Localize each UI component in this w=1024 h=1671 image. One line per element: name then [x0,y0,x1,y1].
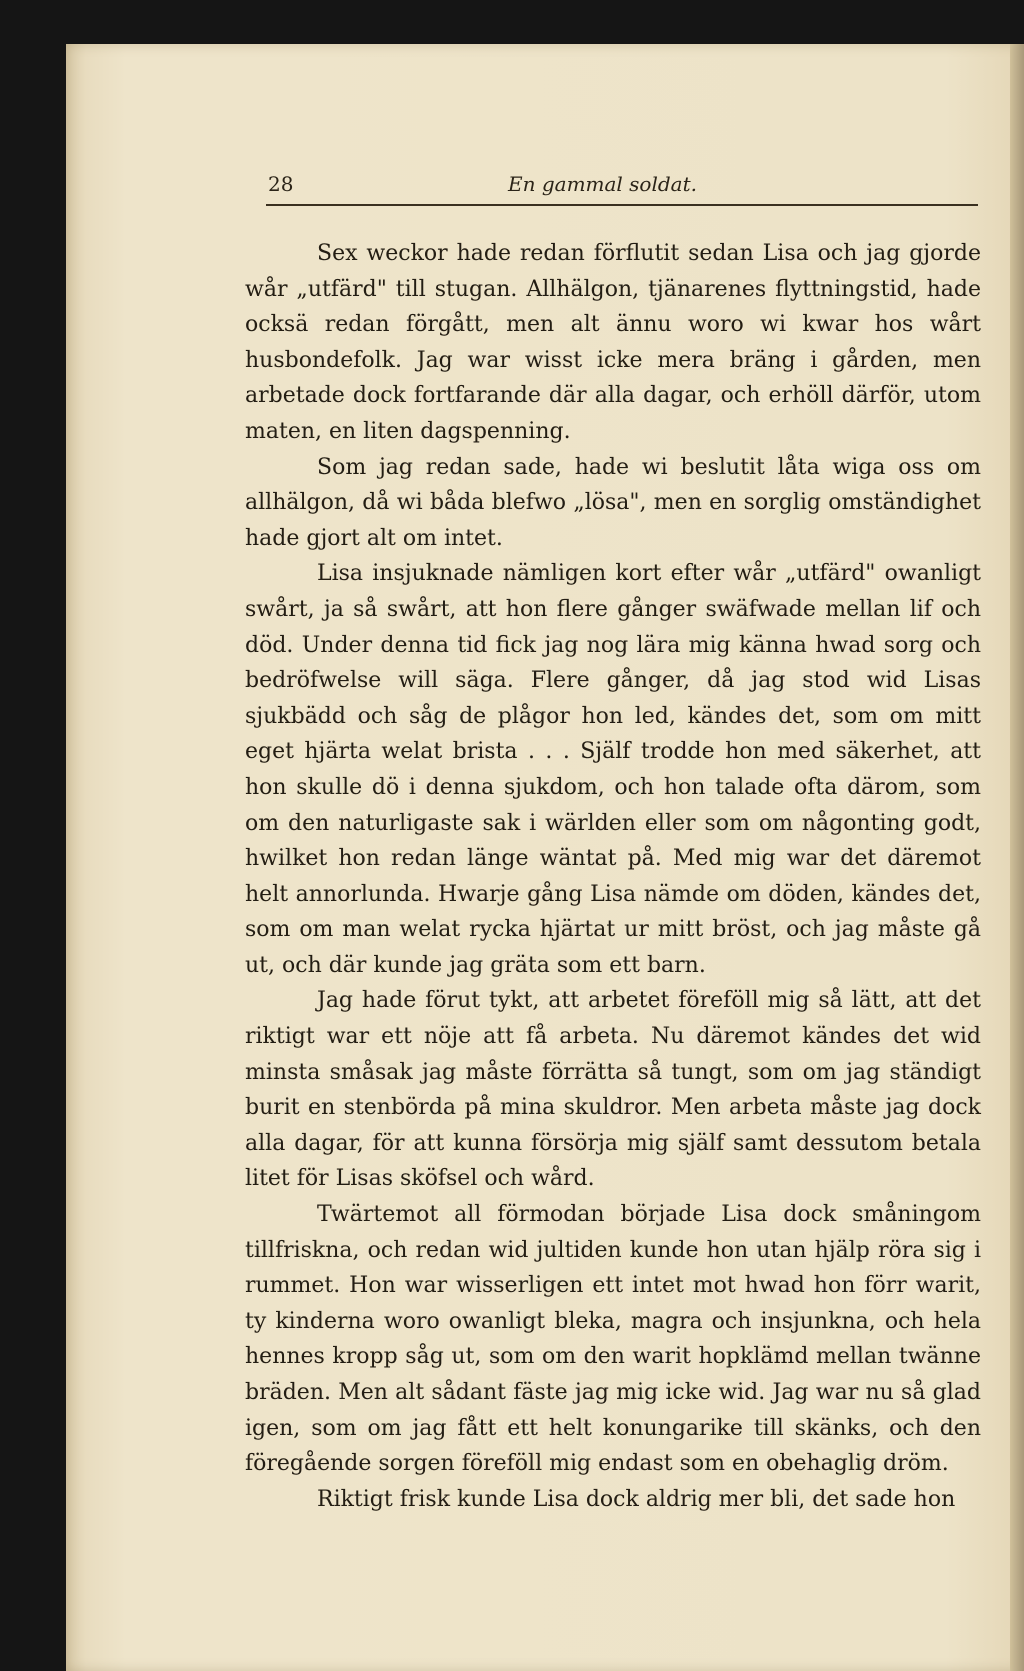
paragraph: Lisa insjuknade nämligen kort efter wår „utfärd" owanligt swårt, ja så swårt, att hon flere gånger swäfwade mellan lif och död. Under denna tid fick jag nog lära mig känna hwad sorg och bedröfwelse will säga. Flere gånger, då jag stod wid Lisas sjukbädd och såg de plågor hon led, kändes det, som om mitt eget hjärta welat brista . . . Själf trodde hon med säkerhet, att hon skulle dö i denna sjukdom, och hon talade ofta därom, som om den naturligaste sak i wärlden eller som om någonting godt, hwilket hon redan länge wäntat på. Med mig war det däremot helt annorlunda. Hwarje gång Lisa nämde om döden, kändes det, som om man welat rycka hjärtat ur mitt bröst, och jag måste gå ut, och där kunde jag gräta som ett barn. [245,561,981,978]
body-text [245,236,981,1517]
paragraph: Riktigt frisk kunde Lisa dock aldrig mer bli, det sade hon [317,1486,956,1512]
paragraph: Som jag redan sade, hade wi beslutit låta wiga oss om allhälgon, då wi båda blefwo „lösa", men en sorglig omständighet hade gjort alt om intet. [245,454,981,551]
paragraph: Twärtemot all förmodan började Lisa dock småningom tillfriskna, och redan wid jultiden kunde hon utan hjälp röra sig i rummet. Hon war wisserligen ett intet mot hwad hon förr warit, ty kinderna woro owanligt bleka, magra och insjunkna, och hela hennes kropp såg ut, som om den warit hopklämd mellan twänne bräden. Men alt sådant fäste jag mig icke wid. Jag war nu så glad igen, som om jag fått ett helt konungarike till skänks, och den föregående sorgen föreföll mig endast som en obehaglig dröm. [245,1202,981,1477]
running-title: En gammal soldat. [508,172,697,196]
paragraph: Jag hade förut tykt, att arbetet föreföll mig så lätt, att det riktigt war ett nöje att få arbeta. Nu däremot kändes det wid minsta småsak jag måste förrätta så tungt, som om jag ständigt burit en stenbörda på mina skuldror. Men arbeta måste jag dock alla dagar, för att kunna försörja mig själf samt dessutom betala litet för Lisas sköfsel och wård. [245,988,981,1192]
header-rule [266,204,978,206]
running-head [268,168,748,202]
page-number: 28 [268,172,294,196]
paragraph: Sex weckor hade redan förflutit sedan Lisa och jag gjorde wår „utfärd" till stugan. Allhälgon, tjänarenes flyttningstid, hade ocksä redan förgått, men alt ännu woro wi kwar hos wårt husbondefolk. Jag war wisst icke mera bräng i gården, men arbetade dock fortfarande där alla dagar, och erhöll därför, utom maten, en liten dagspenning. [245,241,981,444]
page-edge [1010,44,1024,1671]
